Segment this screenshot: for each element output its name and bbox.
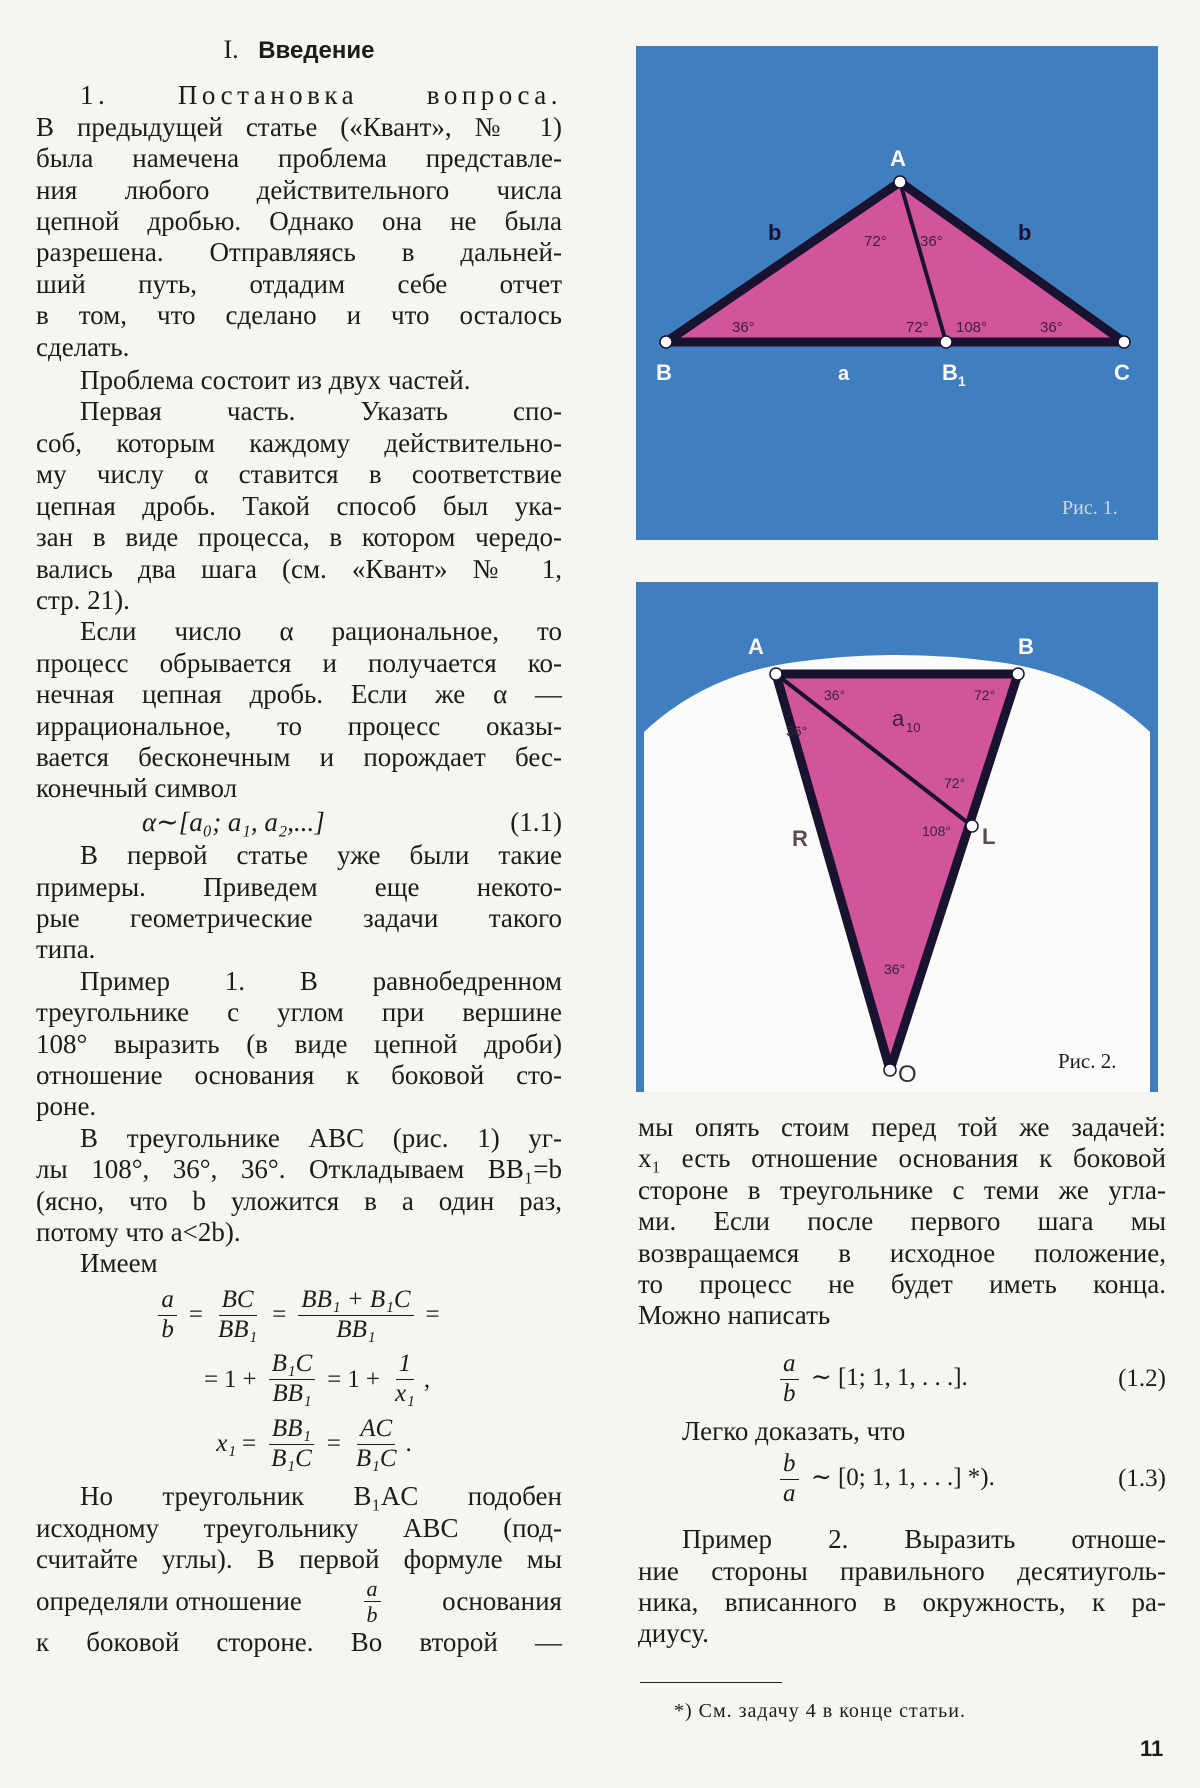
vertex-a-dot bbox=[770, 668, 782, 680]
label-r: R bbox=[792, 826, 808, 851]
figure-2-decagon-triangle bbox=[636, 582, 1158, 1092]
label-b: B bbox=[656, 360, 672, 385]
paragraph-r2: Легко доказать, что bbox=[682, 1416, 906, 1447]
denominator: b bbox=[161, 1315, 174, 1343]
label-l: L bbox=[982, 824, 996, 849]
vertex-a-dot bbox=[894, 176, 906, 188]
equation-1-3 bbox=[638, 1450, 1166, 1509]
vertex-c-dot bbox=[1118, 336, 1130, 348]
equals-sign: = bbox=[326, 1430, 341, 1458]
text-line: сделать. bbox=[36, 331, 130, 362]
numerator: a bbox=[158, 1286, 177, 1316]
right-column bbox=[638, 1112, 1166, 1650]
text-line: процесс обрывается и получается ко- bbox=[36, 647, 562, 678]
text-line: цепная дробь. Такой способ был ука- bbox=[36, 490, 562, 521]
vertex-o-dot bbox=[884, 1064, 896, 1076]
vertex-b-dot bbox=[1012, 668, 1024, 680]
equals-sign: = bbox=[272, 1301, 287, 1329]
text-line: примеры. Приведем еще некото- bbox=[36, 871, 562, 902]
figure-1-triangle bbox=[636, 46, 1158, 540]
fraction bbox=[392, 1350, 418, 1409]
text-line: рые геометрические задачи такого bbox=[36, 902, 562, 933]
equation-row-2: = 1 + $\frac{\text{B₁C}}{\text{BB₁}}$ = 1 + $\frac{1}{\text{x₁}}$ , bbox=[203, 1350, 431, 1408]
text-line: считайте углы). В первой формуле мы bbox=[36, 1544, 562, 1575]
label-o: O bbox=[898, 1061, 917, 1088]
numerator: BB₁ bbox=[269, 1415, 314, 1445]
equation-expression bbox=[774, 1450, 995, 1509]
label-b1: B bbox=[942, 360, 958, 385]
text-line: В первой статье уже были такие bbox=[80, 840, 562, 871]
angle-a-left: 36° bbox=[786, 723, 808, 739]
text-line: исходному треугольнику ABC (под- bbox=[36, 1512, 562, 1543]
paragraph-r3 bbox=[638, 1524, 1166, 1650]
text-line: Пример 1. В равнобедренном bbox=[80, 965, 562, 996]
label-b1-subscript: 1 bbox=[958, 373, 966, 389]
text-line: конечный символ bbox=[36, 773, 238, 804]
angle-c: 36° bbox=[1040, 319, 1063, 336]
numerator: 1 bbox=[396, 1350, 415, 1380]
fraction bbox=[364, 1576, 381, 1628]
text-fragment: основания bbox=[442, 1585, 562, 1616]
equals-sign: = bbox=[188, 1301, 203, 1329]
denominator: BB₁ bbox=[217, 1315, 258, 1343]
text-line: ми. Если после первого шага мы bbox=[638, 1206, 1166, 1237]
denominator: B₁C bbox=[355, 1444, 397, 1472]
text-line: стороне в треугольнике с теми же угла- bbox=[638, 1174, 1166, 1205]
text-line: диусу. bbox=[638, 1618, 709, 1649]
angle-a-left: 72° bbox=[864, 233, 887, 250]
angle-l-up: 72° bbox=[944, 775, 966, 791]
text-line: была намечена проблема представле- bbox=[36, 143, 562, 174]
text-fragment: определяли отношение bbox=[36, 1585, 302, 1616]
text-line: в том, что сделано и что осталось bbox=[36, 300, 562, 331]
equation-expression: α∼[a₀; a₁, a₂,...] bbox=[142, 806, 325, 837]
numerator: B₁C bbox=[269, 1350, 316, 1380]
plus-sign: + bbox=[365, 1365, 381, 1393]
number-one: 1 bbox=[224, 1365, 237, 1393]
section-number: I. bbox=[223, 35, 239, 64]
figure-1-caption: Рис. 1. bbox=[1062, 497, 1118, 519]
text-line: возвращаемся в исходное положение, bbox=[638, 1237, 1166, 1268]
text-line: ника, вписанного в окружность, к ра- bbox=[638, 1587, 1166, 1618]
numerator: a bbox=[364, 1576, 381, 1602]
text-line: ший путь, отдадим себе отчет bbox=[36, 268, 562, 299]
angle-b: 72° bbox=[974, 687, 996, 703]
label-a: A bbox=[890, 146, 906, 171]
equals-sign: = bbox=[242, 1430, 257, 1458]
label-a10-subscript: 10 bbox=[906, 720, 921, 735]
text-line: типа. bbox=[36, 934, 96, 965]
label-side-a: a bbox=[838, 363, 850, 385]
vertex-b-dot bbox=[660, 336, 672, 348]
text-line: му числу α ставится в соответствие bbox=[36, 459, 562, 490]
text-line: вается бесконечным и порождает бес- bbox=[36, 741, 562, 772]
figure-2-caption: Рис. 2. bbox=[1058, 1049, 1117, 1073]
paragraph-6 bbox=[36, 966, 562, 1123]
equation-1-1 bbox=[36, 807, 562, 838]
label-a10: a bbox=[892, 706, 905, 731]
angle-b: 36° bbox=[732, 319, 755, 336]
paragraph-1 bbox=[36, 80, 562, 363]
equation-label: (1.1) bbox=[510, 806, 562, 837]
text-line: иррациональное, то процесс оказы- bbox=[36, 710, 562, 741]
denominator: B₁C bbox=[271, 1444, 312, 1472]
equation-row-1 bbox=[36, 1286, 562, 1345]
fraction bbox=[780, 1450, 799, 1509]
page-number: 11 bbox=[1140, 1736, 1164, 1761]
equals-sign: = bbox=[327, 1365, 342, 1393]
label-a: A bbox=[748, 634, 764, 659]
numerator: BC bbox=[219, 1286, 257, 1316]
equation-label: (1.2) bbox=[1118, 1365, 1166, 1393]
text-line: лы 108°, 36°, 36°. Откладываем BB₁=b bbox=[36, 1154, 562, 1185]
text-line: роне. bbox=[36, 1091, 97, 1122]
denominator: BB₁ bbox=[336, 1315, 376, 1343]
text-line: нечная цепная дробь. Если же α — bbox=[36, 679, 562, 710]
label-side-b-right: b bbox=[1018, 220, 1032, 245]
section-heading bbox=[36, 34, 562, 66]
denominator: b bbox=[366, 1601, 378, 1627]
equals-sign: = bbox=[203, 1365, 219, 1393]
text-line: ние стороны правильного десятиуголь- bbox=[638, 1555, 1166, 1586]
angle-l-down: 108° bbox=[922, 823, 951, 839]
paragraph-8: Имеем bbox=[80, 1248, 158, 1279]
text-line: Первая часть. Указать спо- bbox=[80, 396, 562, 427]
text-line: к боковой стороне. Во второй — bbox=[36, 1627, 562, 1658]
fraction bbox=[268, 1415, 315, 1474]
fraction bbox=[780, 1350, 799, 1409]
paragraph-3 bbox=[36, 396, 562, 616]
variable-x1: x₁ bbox=[216, 1430, 237, 1458]
denominator: b bbox=[783, 1379, 796, 1407]
paragraph-7 bbox=[36, 1123, 562, 1249]
text-line: разрешена. Отправляясь в дальней- bbox=[36, 237, 562, 268]
text-line: В треугольнике ABC (рис. 1) уг- bbox=[80, 1122, 562, 1153]
text-line: мы опять стоим перед той же задачей: bbox=[638, 1112, 1166, 1142]
paragraph-r1 bbox=[638, 1112, 1166, 1332]
text-line: потому что a<2b). bbox=[36, 1217, 241, 1248]
number-one: 1 bbox=[347, 1365, 360, 1393]
denominator: x₁ bbox=[395, 1380, 415, 1408]
text-line: треугольнике с углом при вершине bbox=[36, 997, 562, 1028]
label-b: B bbox=[1018, 634, 1034, 659]
text-line: то процесс не будет иметь конца. bbox=[638, 1269, 1166, 1300]
text-line: Но треугольник B₁AC подобен bbox=[80, 1481, 562, 1512]
continued-fraction: ∼ [1; 1, 1, . . .]. bbox=[810, 1363, 968, 1391]
angle-b1-right: 108° bbox=[956, 319, 988, 336]
text-line: Можно написать bbox=[638, 1300, 831, 1331]
section-title: Введение bbox=[258, 37, 375, 64]
angle-a-top: 36° bbox=[824, 687, 846, 703]
label-side-b-left: b bbox=[768, 220, 782, 245]
text-line: ния любого действительного числа bbox=[36, 174, 562, 205]
equation-expression bbox=[774, 1350, 968, 1409]
text-line: Если число α рациональное, то bbox=[80, 616, 562, 647]
vertex-b1-dot bbox=[940, 336, 952, 348]
equation-row-3: x₁ = $\frac{\text{BB₁}}{\text{B₁C}}$ = $\frac{AC}{\text{B₁C}}$ . bbox=[216, 1414, 412, 1472]
equals-sign: = bbox=[425, 1301, 440, 1329]
left-column bbox=[36, 34, 562, 1659]
text-line: (ясно, что b уложится в a один раз, bbox=[36, 1185, 562, 1216]
text-line: зан в виде процесса, в котором чередо- bbox=[36, 522, 562, 553]
fraction bbox=[158, 1286, 177, 1345]
plus-sign: + bbox=[242, 1365, 257, 1393]
numerator: BB₁ + B₁C bbox=[298, 1286, 413, 1316]
fraction bbox=[269, 1350, 316, 1409]
fraction bbox=[298, 1286, 413, 1345]
text-line: x₁ есть отношение основания к боковой bbox=[638, 1143, 1166, 1174]
fraction bbox=[215, 1286, 260, 1345]
text-line: отношение основания к боковой сто- bbox=[36, 1060, 562, 1090]
angle-a-right: 36° bbox=[920, 233, 943, 250]
footnote: *) См. задачу 4 в конце статьи. bbox=[674, 1700, 966, 1722]
text-line: цепной дробью. Однако она не была bbox=[36, 206, 562, 237]
paragraph-4 bbox=[36, 616, 562, 804]
text-line: В предыдущей статье («Квант», № 1) bbox=[36, 111, 562, 142]
equation-block bbox=[36, 1286, 562, 1474]
paragraph-2: Проблема состоит из двух частей. bbox=[80, 365, 471, 396]
text-line-with-fraction bbox=[36, 1576, 562, 1628]
angle-o: 36° bbox=[884, 961, 906, 977]
label-c: C bbox=[1114, 360, 1130, 385]
text-line: вались два шага (см. «Квант» № 1, bbox=[36, 553, 562, 584]
numerator: a bbox=[780, 1350, 799, 1380]
text-line: 108° выразить (в виде цепной дроби) bbox=[36, 1028, 562, 1059]
text-line: 1. Постановка вопроса. bbox=[80, 80, 562, 111]
numerator: b bbox=[780, 1450, 799, 1480]
equation-label: (1.3) bbox=[1118, 1465, 1166, 1493]
footnote-rule bbox=[640, 1682, 782, 1683]
denominator: a bbox=[783, 1479, 796, 1507]
continued-fraction: ∼ [0; 1, 1, . . .] *). bbox=[810, 1463, 995, 1491]
text-line: Пример 2. Выразить отноше- bbox=[682, 1524, 1166, 1555]
denominator: BB₁ bbox=[272, 1380, 312, 1408]
paragraph-5 bbox=[36, 840, 562, 966]
angle-b1-left: 72° bbox=[906, 319, 929, 336]
paragraph-9 bbox=[36, 1481, 562, 1658]
equation-1-2 bbox=[638, 1350, 1166, 1409]
vertex-l-dot bbox=[966, 820, 978, 832]
numerator: AC bbox=[357, 1415, 395, 1445]
fraction bbox=[353, 1415, 400, 1474]
text-line: соб, которым каждому действительно- bbox=[36, 427, 562, 458]
text-line: стр. 21). bbox=[36, 584, 130, 615]
